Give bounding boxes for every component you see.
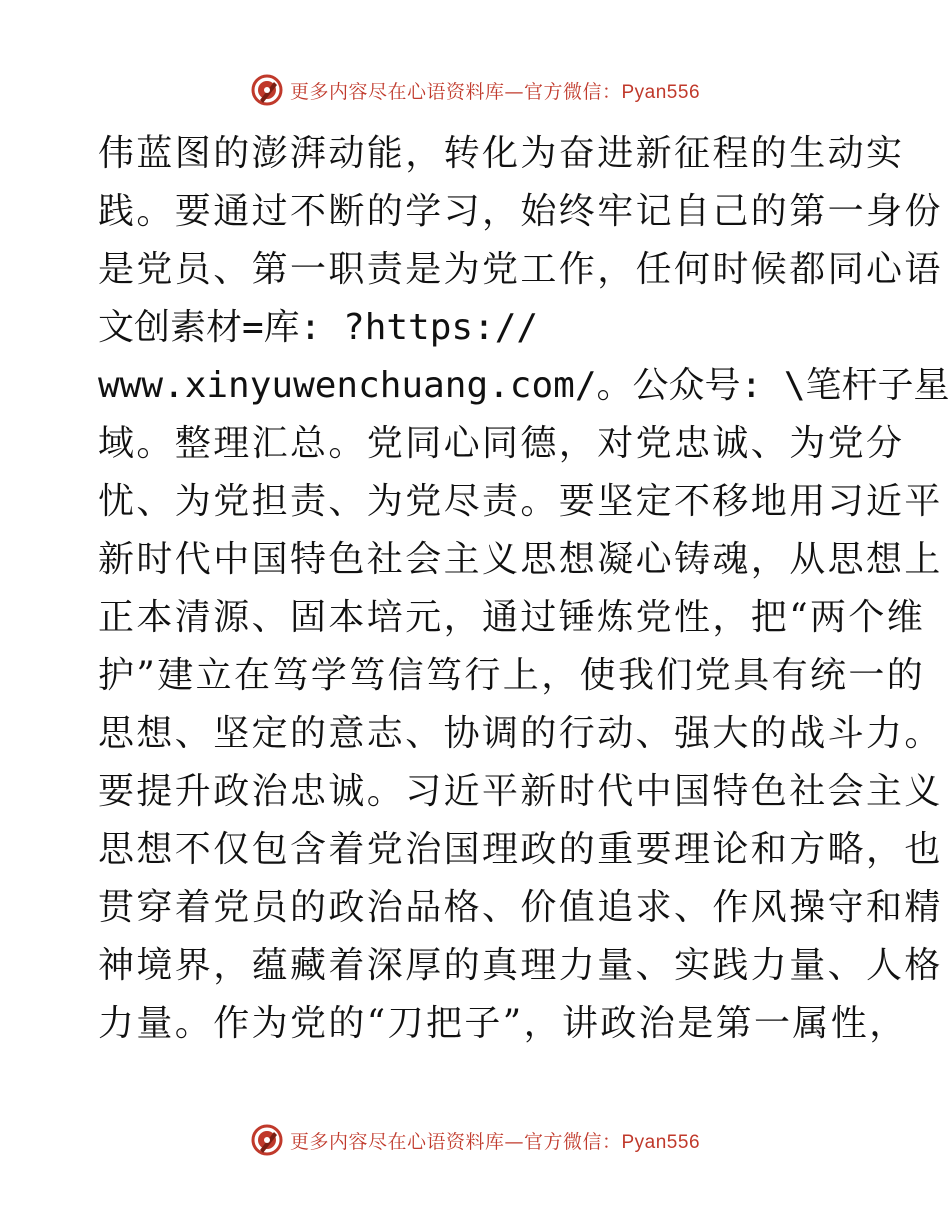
- body-line: 域。整理汇总。党同心同德，对党忠诚、为党分: [98, 423, 905, 464]
- header-wechat-label: 官方微信：: [523, 80, 622, 103]
- body-line: 要提升政治忠诚。习近平新时代中国特色社会主义: [98, 771, 943, 812]
- body-line: 伟蓝图的澎湃动能，转化为奋进新征程的生动实: [98, 133, 905, 174]
- body-line: 思想、坚定的意志、协调的行动、强大的战斗力。: [98, 713, 943, 754]
- body-line: 文创素材=库: ?https://: [98, 307, 539, 348]
- footer-banner: [0, 1120, 950, 1160]
- document-body: [98, 125, 950, 1053]
- footer-wechat-id: Pyan556: [621, 1131, 701, 1153]
- body-line: 护”建立在笃学笃信笃行上，使我们党具有统一的: [98, 655, 926, 696]
- body-line: 神境界，蕴藏着深厚的真理力量、实践力量、人格: [98, 945, 943, 986]
- body-line: 思想不仅包含着党治国理政的重要理论和方略，也: [98, 829, 943, 870]
- footer-banner-text: [290, 1127, 700, 1154]
- footer-separator: —: [504, 1130, 524, 1153]
- header-separator: —: [504, 80, 524, 103]
- body-line: 忧、为党担责、为党尽责。要坚定不移地用习近平: [98, 481, 943, 522]
- body-line: 力量。作为党的“刀把子”，讲政治是第一属性，: [98, 1003, 908, 1044]
- body-line: 践。要通过不断的学习，始终牢记自己的第一身份: [98, 191, 943, 232]
- footer-wechat-label: 官方微信：: [523, 1130, 622, 1153]
- header-banner: [0, 70, 950, 110]
- body-line: 贯穿着党员的政治品格、价值追求、作风操守和精: [98, 887, 943, 928]
- header-wechat-id: Pyan556: [621, 81, 701, 103]
- body-line: 新时代中国特色社会主义思想凝心铸魂，从思想上: [98, 539, 943, 580]
- body-line: 正本清源、固本培元，通过锤炼党性，把“两个维: [98, 597, 926, 638]
- pen-circle-logo-icon: [250, 1123, 284, 1157]
- body-line: www.xinyuwenchuang.com/。公众号: \笔杆子星: [98, 365, 950, 406]
- pen-circle-logo-icon: [250, 73, 284, 107]
- header-site-name: 更多内容尽在心语资料库: [289, 80, 505, 103]
- header-banner-text: [290, 77, 700, 104]
- footer-site-name: 更多内容尽在心语资料库: [289, 1130, 505, 1153]
- body-line: 是党员、第一职责是为党工作，任何时候都同心语: [98, 249, 943, 290]
